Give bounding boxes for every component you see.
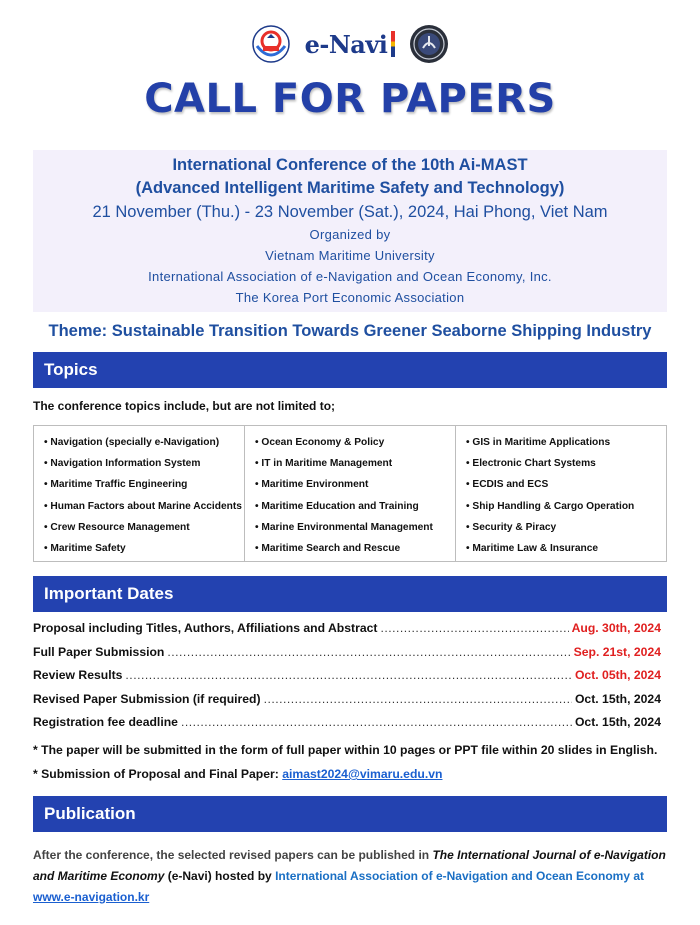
topic-item: • Navigation (specially e-Navigation) — [44, 437, 220, 448]
topic-item: • ECDIS and ECS — [466, 479, 549, 491]
website-link[interactable]: www.e-navigation.kr — [33, 890, 150, 904]
date-value: Oct. 15th, 2024 — [574, 691, 661, 706]
date-row — [33, 668, 661, 692]
topics-column-1 — [34, 426, 244, 561]
vmu-logo-icon — [251, 24, 291, 64]
dot-leader — [167, 645, 570, 659]
date-label: Proposal including Titles, Authors, Affiliations and Abstract — [33, 621, 378, 635]
topic-item: • Ship Handling & Cargo Operation — [466, 500, 635, 512]
topics-section-header: Topics — [33, 352, 667, 388]
submission-note-label: * Submission of Proposal and Final Paper: — [33, 767, 283, 781]
topic-item: • Maritime Search and Rescue — [255, 543, 401, 555]
date-label: Full Paper Submission — [33, 644, 165, 659]
lighthouse-icon — [391, 31, 395, 57]
journal-name: The International Journal of e-Navigation and Maritime Economy — [33, 848, 666, 883]
topic-item: • Ocean Economy & Policy — [255, 437, 385, 448]
page-title: CALL FOR PAPERS — [144, 76, 556, 122]
topic-item: • Maritime Environment — [255, 479, 369, 491]
topic-item: • Security & Piracy — [466, 521, 557, 533]
topic-item: • Maritime Traffic Engineering — [44, 479, 188, 491]
dot-leader — [380, 621, 568, 635]
dot-leader — [125, 668, 572, 682]
date-value: Oct. 05th, 2024 — [574, 668, 661, 682]
publication-text-part: (e-Navi) hosted by — [164, 869, 276, 883]
topics-table — [33, 425, 667, 562]
conference-info-box — [33, 150, 667, 312]
topic-item: • Navigation Information System — [44, 458, 201, 470]
date-label: Review Results — [33, 668, 123, 682]
publication-text-part: After the conference, the selected revised papers can be published in — [33, 848, 433, 862]
enavi-logo-text: e-Navi — [304, 29, 388, 59]
conference-name: International Conference of the 10th Ai-MAST — [172, 156, 528, 174]
important-dates-list — [33, 621, 661, 739]
submission-email-link[interactable]: aimast2024@vimaru.edu.vn — [282, 767, 443, 781]
paper-format-note: * The paper will be submitted in the form of full paper within 10 pages or PPT file within 20 slides in English. — [33, 743, 658, 757]
topic-item: • GIS in Maritime Applications — [466, 437, 611, 448]
organized-by-label: Organized by — [309, 227, 391, 242]
kpea-logo-icon — [409, 24, 449, 64]
submission-note — [33, 767, 442, 781]
organizer-item: The Korea Port Economic Association — [235, 290, 465, 305]
date-row — [33, 715, 661, 739]
topics-intro: The conference topics include, but are not limited to; — [33, 399, 336, 413]
conference-dates-location: 21 November (Thu.) - 23 November (Sat.), 2024, Hai Phong, Viet Nam — [92, 203, 608, 221]
conference-theme: Theme: Sustainable Transition Towards Greener Seaborne Shipping Industry — [48, 322, 652, 340]
date-row — [33, 692, 661, 716]
topic-item: • Marine Environmental Management — [255, 521, 433, 533]
dot-leader — [181, 715, 572, 729]
topic-item: • Crew Resource Management — [44, 521, 190, 533]
publication-text-part: at — [630, 869, 645, 883]
dates-section-header: Important Dates — [33, 576, 667, 612]
topic-item: • Maritime Law & Insurance — [466, 543, 599, 555]
topic-item: • Maritime Safety — [44, 543, 126, 555]
header-logos — [0, 22, 700, 66]
date-label: Revised Paper Submission (if required) — [33, 691, 261, 706]
conference-fullname: (Advanced Intelligent Maritime Safety and Technology) — [135, 179, 565, 197]
organizer-item: Vietnam Maritime University — [265, 248, 435, 263]
date-value: Oct. 15th, 2024 — [574, 715, 661, 729]
topics-column-3 — [455, 426, 666, 561]
date-value: Aug. 30th, 2024 — [571, 621, 661, 635]
topic-item: • IT in Maritime Management — [255, 458, 393, 470]
enavi-logo — [305, 30, 396, 59]
date-row — [33, 621, 661, 645]
organizer-item: International Association of e-Navigation and Ocean Economy, Inc. — [148, 269, 552, 284]
publication-section-header: Publication — [33, 796, 667, 832]
topic-item: • Maritime Education and Training — [255, 500, 419, 512]
topics-column-2 — [244, 426, 455, 561]
topic-item: • Human Factors about Marine Accidents — [44, 500, 242, 512]
host-organization: International Association of e-Navigation and Ocean Economy — [275, 869, 631, 883]
date-label: Registration fee deadline — [33, 715, 178, 729]
dot-leader — [264, 692, 572, 706]
date-row — [33, 645, 661, 669]
date-value: Sep. 21st, 2024 — [573, 644, 661, 659]
publication-text — [33, 845, 667, 908]
topic-item: • Electronic Chart Systems — [466, 458, 596, 470]
